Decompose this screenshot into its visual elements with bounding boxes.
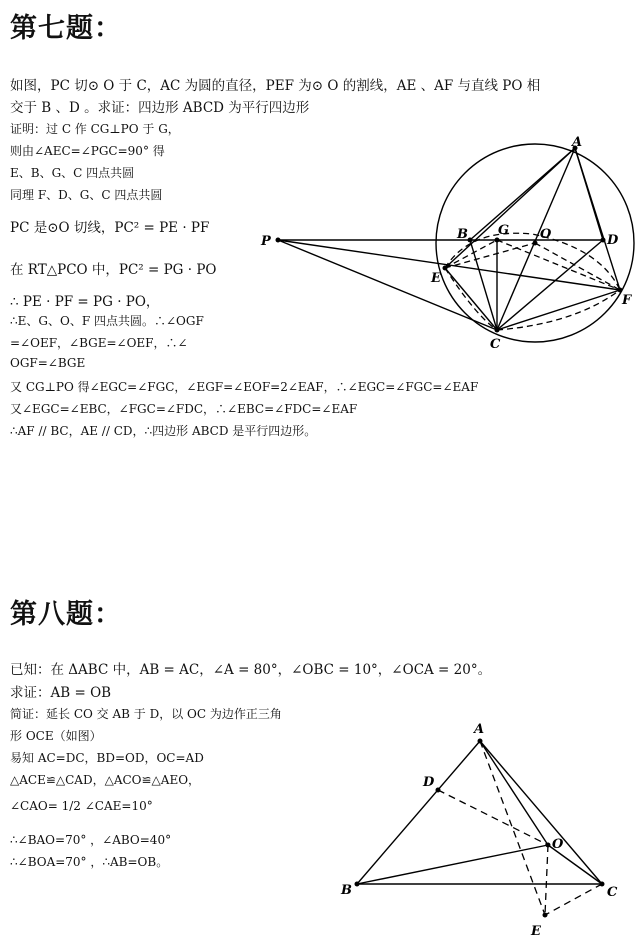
- p7-line-4: 则由∠AEC=∠PGC=90° 得: [10, 144, 165, 158]
- p7-line-14: 又∠EGC=∠EBC，∠FGC=∠FDC，∴∠EBC=∠FDC=∠EAF: [10, 402, 358, 416]
- label-o: O: [540, 227, 552, 242]
- p7-line-10: ∴E、G、O、F 四点共圆。∴∠OGF: [10, 314, 204, 328]
- label-e-8: E: [531, 924, 541, 939]
- label-d: D: [607, 233, 619, 248]
- label-p: P: [261, 234, 271, 249]
- p8-line-5: 易知 AC=DC，BD=OD，OC=AD: [10, 751, 204, 765]
- p7-line-1: 如图，PC 切⊙ O 于 C，AC 为圆的直径，PEF 为⊙ O 的割线，AE 、AF 与直线 PO 相: [10, 78, 541, 94]
- p8-line-6: △ACE≌△CAD，△ACO≌△AEO，: [10, 773, 201, 787]
- label-a: A: [572, 135, 583, 150]
- p7-line-12: OGF=∠BGE: [10, 356, 86, 370]
- p7-line-9: ∴ PE · PF = PG · PO，: [10, 294, 160, 310]
- label-c: C: [490, 337, 501, 352]
- p7-line-15: ∴AF // BC，AE // CD，∴四边形 ABCD 是平行四边形。: [10, 424, 317, 438]
- p7-line-8: 在 RT△PCO 中，PC² = PG · PO: [10, 262, 217, 278]
- p8-line-9: ∴∠BOA=70° ，∴AB=OB。: [10, 855, 169, 869]
- p7-line-13: 又 CG⊥PO 得∠EGC=∠FGC，∠EGF=∠EOF=2∠EAF，∴∠EGC=∠FGC=∠EAF: [10, 380, 479, 394]
- problem-7-title: 第七题：: [10, 13, 122, 44]
- p8-line-8: ∴∠BAO=70° ，∠ABO=40°: [10, 833, 172, 847]
- p7-line-3: 证明：过 C 作 CG⊥PO 于 G，: [10, 122, 180, 136]
- p8-line-1: 已知：在 ΔABC 中，AB = AC，∠A = 80°，∠OBC = 10°，∠OCA = 20°。: [10, 662, 492, 678]
- p7-line-11: =∠OEF，∠BGE=∠OEF，∴∠: [10, 336, 188, 350]
- p7-line-6: 同理 F、D、G、C 四点共圆: [10, 188, 163, 202]
- p8-line-4: 形 OCE（如图）: [10, 729, 102, 743]
- label-e: E: [431, 271, 441, 286]
- label-b: B: [457, 227, 468, 242]
- label-f: F: [622, 293, 632, 308]
- label-g: G: [498, 223, 510, 238]
- label-d-8: D: [423, 775, 435, 790]
- p8-line-3: 简证：延长 CO 交 AB 于 D，以 OC 为边作正三角: [10, 707, 282, 721]
- p7-line-7: PC 是⊙O 切线，PC² = PE · PF: [10, 220, 210, 236]
- label-a-8: A: [474, 722, 485, 737]
- label-o-8: O: [552, 837, 564, 852]
- label-c-8: C: [607, 885, 618, 900]
- p7-line-2: 交于 B 、D 。求证：四边形 ABCD 为平行四边形: [10, 100, 310, 116]
- p8-line-7: ∠CAO= 1/2 ∠CAE=10°: [10, 799, 153, 813]
- p8-line-2: 求证：AB = OB: [10, 685, 112, 701]
- label-b-8: B: [341, 883, 352, 898]
- problem-8-title: 第八题：: [10, 599, 122, 630]
- p7-line-5: E、B、G、C 四点共圆: [10, 166, 135, 180]
